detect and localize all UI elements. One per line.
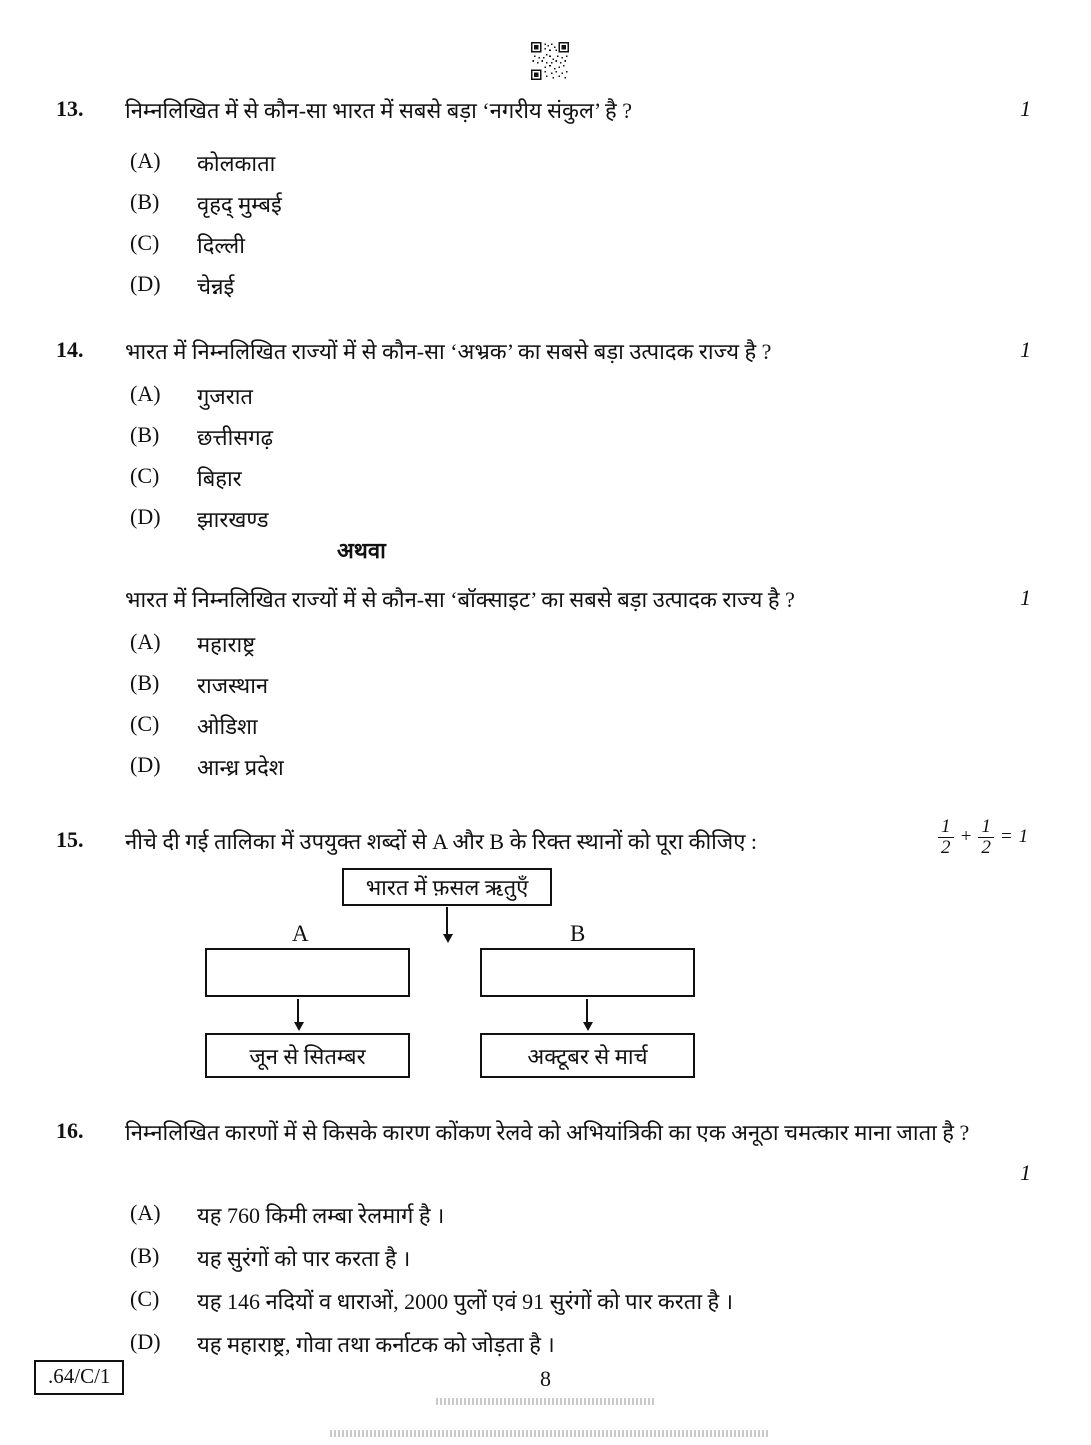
fraction-denominator: 2 (981, 836, 991, 858)
option-text: यह महाराष्ट्र, गोवा तथा कर्नाटक को जोड़ता है । (197, 1332, 555, 1357)
marks-value: 1 (1020, 337, 1031, 362)
option-label: (D) (130, 1329, 161, 1354)
option-b (130, 189, 282, 230)
option-c (130, 230, 282, 271)
option-text: वृहद् मुम्बई (197, 192, 282, 217)
option-label: (D) (130, 271, 161, 296)
or-separator: अथवा (337, 538, 386, 563)
options-list-alt (130, 629, 284, 793)
qr-code (531, 42, 569, 80)
question-text-alt: भारत में निम्नलिखित राज्यों में से कौन-सा ‘बॉक्साइट’ का सबसे बड़ा उत्पादक राज्य है ? (125, 587, 795, 612)
blank-box-b (480, 948, 695, 997)
option-a (130, 629, 284, 670)
blank-box-a (205, 948, 410, 997)
option-label: (B) (130, 670, 160, 695)
option-label: (D) (130, 752, 161, 777)
option-a (130, 148, 282, 189)
option-label: (A) (130, 629, 161, 654)
option-c (130, 463, 273, 504)
question-number: 13. (56, 96, 84, 121)
option-b (130, 422, 273, 463)
option-label: (B) (130, 189, 160, 214)
options-list (130, 381, 273, 545)
option-text: गुजरात (197, 384, 253, 409)
option-d (130, 504, 273, 545)
microprint-line (436, 1398, 656, 1405)
question-text: नीचे दी गई तालिका में उपयुक्त शब्दों से A और B के रिक्त स्थानों को पूरा कीजिए : (125, 829, 757, 854)
fraction-denominator: 2 (941, 836, 951, 858)
page-number: 8 (540, 1366, 551, 1391)
marks-total: 1 (1018, 826, 1029, 848)
fraction-numerator: 1 (938, 817, 954, 838)
option-text: कोलकाता (197, 151, 276, 176)
option-text: छत्तीसगढ़ (197, 425, 273, 450)
arrow-down-root (446, 907, 448, 935)
fraction-half (938, 817, 954, 858)
microprint-line (330, 1430, 770, 1437)
fraction-half (978, 817, 994, 858)
option-label: (A) (130, 381, 161, 406)
option-label: (B) (130, 1243, 160, 1268)
option-text: आन्ध्र प्रदेश (197, 755, 284, 780)
marks-value: 1 (1020, 585, 1031, 610)
option-c (130, 711, 284, 752)
diagram-root-box: भारत में फ़सल ऋतुएँ (342, 868, 552, 906)
option-a (130, 1200, 733, 1243)
paper-code-box: .64/C/1 (34, 1360, 124, 1395)
question-text: निम्नलिखित कारणों में से किसके कारण कोंकण रेलवे को अभियांत्रिकी का एक अनूठा चमत्कार माना जाता है ? (125, 1120, 970, 1145)
option-text: यह 760 किमी लम्बा रेलमार्ग है । (197, 1203, 445, 1228)
question-text: निम्नलिखित में से कौन-सा भारत में सबसे बड़ा ‘नगरीय संकुल’ है ? (125, 98, 633, 123)
option-d (130, 271, 282, 312)
options-list (130, 1200, 733, 1372)
answer-box-a: जून से सितम्बर (205, 1033, 410, 1078)
option-text: राजस्थान (197, 673, 269, 698)
option-b (130, 1243, 733, 1286)
option-label: (A) (130, 148, 161, 173)
option-label: (C) (130, 711, 160, 736)
qr-code-graphic (531, 42, 569, 80)
question-number: 16. (56, 1118, 84, 1143)
option-label: (A) (130, 1200, 161, 1225)
arrow-down-b (586, 999, 588, 1023)
branch-label-b: B (570, 921, 586, 946)
option-a (130, 381, 273, 422)
marks-value: 1 (1020, 96, 1031, 121)
option-label: (C) (130, 463, 160, 488)
option-text: यह सुरंगों को पार करता है । (197, 1246, 411, 1271)
option-text: महाराष्ट्र (197, 632, 256, 657)
option-label: (C) (130, 1286, 160, 1311)
option-text: बिहार (197, 466, 242, 491)
option-text: दिल्ली (197, 233, 245, 258)
option-c (130, 1286, 733, 1329)
option-text: झारखण्ड (197, 507, 269, 532)
option-text: यह 146 नदियों व धाराओं, 2000 पुलों एवं 91 सुरंगों को पार करता है । (197, 1289, 734, 1314)
answer-box-b: अक्टूबर से मार्च (480, 1033, 695, 1078)
option-text: चेन्नई (197, 274, 235, 299)
fraction-numerator: 1 (978, 817, 994, 838)
marks-value: 1 (1020, 1160, 1031, 1185)
option-label: (B) (130, 422, 160, 447)
marks-fraction (938, 817, 1028, 858)
equals-sign: = (999, 826, 1013, 848)
question-number: 14. (56, 337, 84, 362)
option-b (130, 670, 284, 711)
plus-sign: + (959, 826, 973, 848)
question-text: भारत में निम्नलिखित राज्यों में से कौन-सा ‘अभ्रक’ का सबसे बड़ा उत्पादक राज्य है ? (125, 339, 772, 364)
option-label: (C) (130, 230, 160, 255)
option-text: ओडिशा (197, 714, 258, 739)
options-list (130, 148, 282, 312)
option-label: (D) (130, 504, 161, 529)
branch-label-a: A (292, 921, 309, 946)
arrow-down-a (297, 999, 299, 1023)
question-number: 15. (56, 827, 84, 852)
option-d (130, 752, 284, 793)
